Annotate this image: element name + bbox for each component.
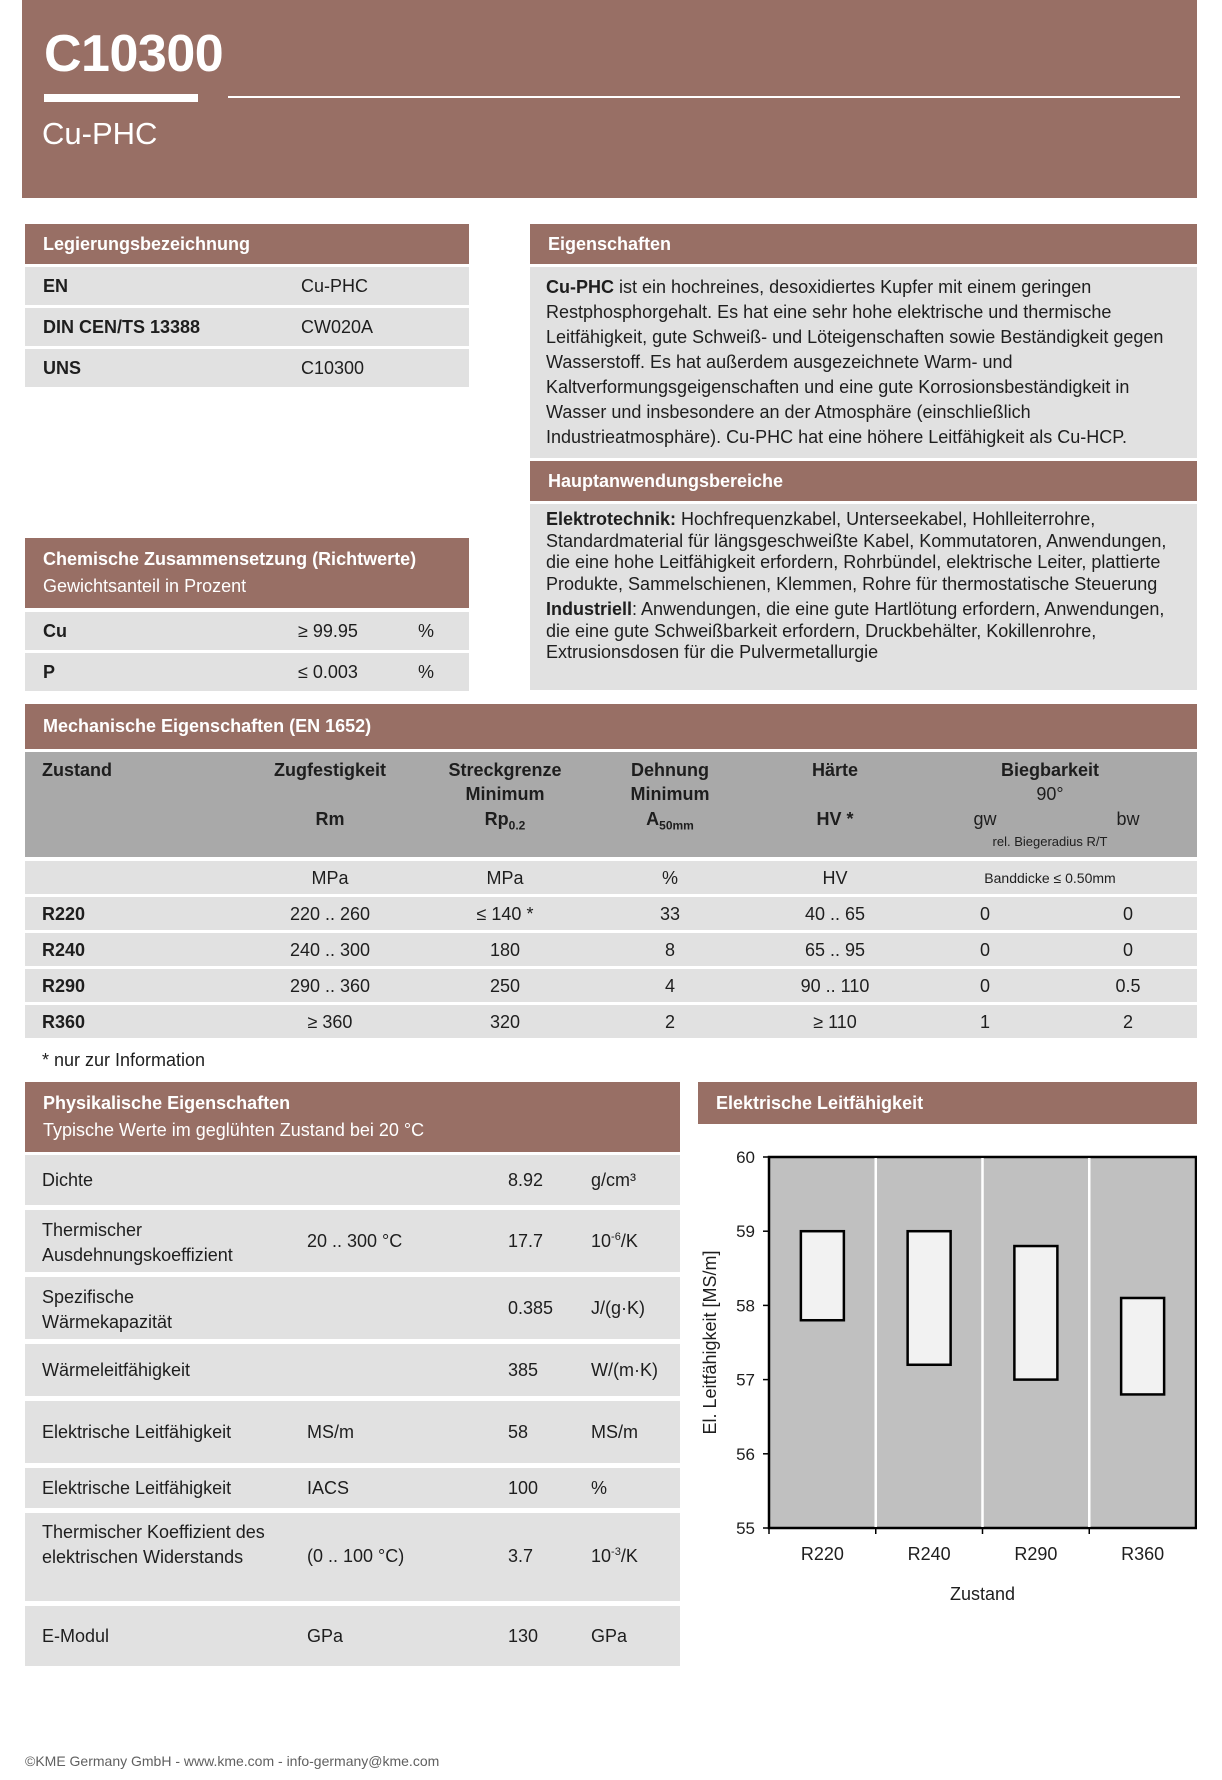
alloy-label: EN bbox=[43, 275, 69, 296]
physical-unit: $10^{-3}/K$ bbox=[591, 1546, 638, 1566]
physical-row bbox=[25, 1155, 680, 1205]
unit-streck: MPa bbox=[486, 868, 524, 888]
row-bw: 2 bbox=[1122, 1012, 1133, 1032]
table-row bbox=[25, 897, 1197, 930]
application-body: : Anwendungen, die eine gute Hartlötung erfordern, Anwendungen, die eine gute Schweißbarkeit erfordern, Druckbehälter, Kokillenrohre, Extrusionsdosen für die Pulvermetallurgie bbox=[546, 599, 1165, 662]
physical-condition: IACS bbox=[307, 1478, 350, 1498]
col-streckgrenze-min: Minimum bbox=[465, 784, 545, 804]
physical-name: Wärmeleitfähigkeit bbox=[42, 1360, 191, 1380]
col-bw: bw bbox=[1116, 809, 1140, 829]
unit-haerte: HV bbox=[822, 868, 848, 888]
y-tick-label: 55 bbox=[736, 1519, 755, 1538]
row-bw: 0 bbox=[1122, 904, 1133, 924]
physical-value: 8.92 bbox=[508, 1170, 544, 1190]
chemical-heading bbox=[25, 538, 469, 608]
y-tick-label: 59 bbox=[736, 1222, 755, 1242]
chemical-subtitle: Gewichtsanteil in Prozent bbox=[43, 576, 247, 596]
row-hv: 40 .. 65 bbox=[804, 904, 866, 924]
alloy-label: DIN CEN/TS 13388 bbox=[43, 316, 201, 337]
physical-value: 100 bbox=[508, 1478, 539, 1498]
chemical-value: ≤ 0.003 bbox=[298, 661, 358, 682]
chemical-element: P bbox=[43, 661, 56, 682]
conductivity-chart-heading: Elektrische Leitfähigkeit bbox=[698, 1082, 1197, 1124]
col-zustand: Zustand bbox=[42, 760, 112, 780]
physical-unit: % bbox=[591, 1478, 608, 1498]
col-zugfestigkeit: Zugfestigkeit bbox=[273, 760, 386, 780]
physical-unit: g/cm³ bbox=[591, 1170, 636, 1190]
range-bar bbox=[1014, 1246, 1057, 1380]
physical-unit: GPa bbox=[591, 1626, 628, 1646]
col-streckgrenze-symbol: $Rp_{0.2}$ bbox=[484, 809, 526, 833]
footer: ©KME Germany GmbH - www.kme.com - info-germany@kme.com bbox=[25, 1753, 440, 1769]
table-row bbox=[25, 933, 1197, 966]
alloy-value: C10300 bbox=[301, 357, 365, 378]
physical-value: 17.7 bbox=[508, 1231, 544, 1251]
col-dehnung-min: Minimum bbox=[630, 784, 710, 804]
y-tick-label: 57 bbox=[736, 1370, 755, 1390]
range-bar bbox=[1121, 1298, 1164, 1394]
y-tick-label: 60 bbox=[736, 1148, 755, 1167]
physical-condition: (0 .. 100 °C) bbox=[307, 1546, 405, 1566]
physical-condition: MS/m bbox=[307, 1422, 354, 1442]
row-rp: 320 bbox=[489, 1012, 521, 1032]
row-a: 4 bbox=[664, 976, 675, 996]
x-tick-label: R220 bbox=[800, 1544, 844, 1564]
col-dehnung-symbol: $A_{50mm}$ bbox=[646, 809, 694, 833]
row-hv: ≥ 110 bbox=[813, 1012, 857, 1032]
chemical-row bbox=[25, 612, 469, 650]
mechanical-table-header bbox=[25, 752, 1197, 857]
x-tick-label: R240 bbox=[907, 1544, 951, 1564]
col-biegbarkeit-angle: 90° bbox=[1036, 784, 1064, 804]
mechanical-unit-row bbox=[25, 861, 1197, 894]
row-zustand: R240 bbox=[42, 940, 86, 960]
row-gw: 1 bbox=[979, 1012, 990, 1032]
col-gw: gw bbox=[973, 809, 997, 829]
physical-row bbox=[25, 1401, 680, 1463]
chemical-unit: % bbox=[418, 620, 435, 641]
x-tick-label: R290 bbox=[1014, 1544, 1058, 1564]
physical-value: 385 bbox=[508, 1360, 539, 1380]
row-rp: 250 bbox=[489, 976, 521, 996]
row-rm: 220 .. 260 bbox=[289, 904, 371, 924]
physical-row bbox=[25, 1344, 680, 1396]
row-a: 8 bbox=[664, 940, 675, 960]
chemical-value: ≥ 99.95 bbox=[298, 620, 358, 641]
physical-name: E-Modul bbox=[42, 1626, 110, 1646]
physical-name: Thermischer Koeffizient des elektrischen Widerstands bbox=[42, 1522, 265, 1567]
row-gw: 0 bbox=[979, 976, 990, 996]
alloy-row bbox=[25, 308, 469, 346]
physical-unit: J/(g·K) bbox=[591, 1298, 645, 1318]
row-gw: 0 bbox=[979, 904, 990, 924]
col-haerte: Härte bbox=[811, 760, 859, 780]
alloy-designation-heading: Legierungsbezeichnung bbox=[25, 224, 469, 264]
physical-row bbox=[25, 1468, 680, 1508]
col-biegeradius: rel. Biegeradius R/T bbox=[992, 834, 1108, 849]
properties-heading: Eigenschaften bbox=[530, 224, 1197, 264]
physical-name: Spezifische Wärmekapazität bbox=[42, 1287, 173, 1332]
col-haerte-symbol: HV * bbox=[816, 809, 854, 829]
row-rp: 180 bbox=[489, 940, 521, 960]
physical-unit: $10^{-6}/K$ bbox=[591, 1231, 638, 1251]
physical-row bbox=[25, 1277, 680, 1339]
physical-value: 58 bbox=[508, 1422, 529, 1442]
chemical-unit: % bbox=[418, 661, 435, 682]
row-a: 33 bbox=[659, 904, 681, 924]
x-axis-label: Zustand bbox=[949, 1584, 1016, 1604]
unit-biege: Banddicke ≤ 0.50mm bbox=[984, 870, 1116, 886]
title-rule bbox=[228, 96, 1180, 98]
physical-heading bbox=[25, 1082, 680, 1152]
row-zustand: R290 bbox=[42, 976, 86, 996]
properties-body: ist ein hochreines, desoxidiertes Kupfer mit einem geringen Restphosphorgehalt. Es hat eine sehr hohe elektrische und thermische Leitfähigkeit, gute Schweiß- und Löteigenschaften sowie Beständigkeit gegen Wasserstoff. Es hat außerdem ausgezeichnete Warm- und Kaltverformungsgeigenschaften und eine gute Korrosionsbeständigkeit in Wasser und insbesondere an der Atmosphäre (einschließlich Industrieatmosphäre). Cu-PHC hat eine höhere Leitfähigkeit als Cu-HCP. bbox=[546, 277, 1164, 447]
chart-svg bbox=[698, 1121, 1197, 1611]
col-streckgrenze: Streckgrenze bbox=[448, 760, 562, 780]
row-rm: 290 .. 360 bbox=[289, 976, 371, 996]
properties-text bbox=[530, 267, 1197, 458]
y-tick-label: 58 bbox=[736, 1296, 755, 1316]
physical-name: Elektrische Leitfähigkeit bbox=[42, 1478, 232, 1498]
col-dehnung: Dehnung bbox=[631, 760, 709, 780]
physical-unit: MS/m bbox=[591, 1422, 638, 1442]
row-bw: 0 bbox=[1122, 940, 1133, 960]
chemical-title: Chemische Zusammensetzung (Richtwerte) bbox=[43, 549, 417, 569]
row-zustand: R220 bbox=[42, 904, 86, 924]
physical-subtitle: Typische Werte im geglühten Zustand bei 20 °C bbox=[43, 1120, 425, 1140]
physical-name: Dichte bbox=[42, 1170, 94, 1190]
application-lead: Industriell bbox=[546, 599, 633, 619]
physical-value: 0.385 bbox=[508, 1298, 554, 1318]
row-zustand: R360 bbox=[42, 1012, 86, 1032]
applications-text bbox=[530, 504, 1197, 690]
y-axis-label: El. Leitfähigkeit [MS/m] bbox=[700, 1250, 720, 1435]
application-item bbox=[546, 599, 1181, 664]
alloy-row bbox=[25, 267, 469, 305]
title-underline bbox=[44, 94, 198, 102]
alloy-label: UNS bbox=[43, 357, 82, 378]
col-biegbarkeit: Biegbarkeit bbox=[1000, 760, 1100, 780]
alloy-value: Cu-PHC bbox=[301, 275, 369, 296]
unit-dehn: % bbox=[661, 868, 678, 888]
chemical-row bbox=[25, 653, 469, 691]
physical-row bbox=[25, 1606, 680, 1666]
applications-heading: Hauptanwendungsbereiche bbox=[530, 461, 1197, 501]
y-tick-label: 56 bbox=[736, 1444, 755, 1464]
range-bar bbox=[801, 1231, 844, 1320]
row-rm: 240 .. 300 bbox=[289, 940, 371, 960]
physical-name: Elektrische Leitfähigkeit bbox=[42, 1422, 232, 1442]
row-a: 2 bbox=[664, 1012, 675, 1032]
properties-lead: Cu-PHC bbox=[546, 277, 614, 297]
conductivity-chart bbox=[698, 1121, 1197, 1611]
application-body: Hochfrequenzkabel, Unterseekabel, Hohlleiterrohre, Standardmaterial für längsgeschweißte Kabel, Kommutatoren, Anwendungen, die eine hohe Leitfähigkeit erfordern, Rohrbündel, elektrische Leiter, plattierte Produkte, Sammelschienen, Klemmen, Rohre für thermostatische Steuerung bbox=[546, 509, 1167, 594]
mechanical-heading: Mechanische Eigenschaften (EN 1652) bbox=[25, 704, 1197, 749]
col-zugfestigkeit-symbol: Rm bbox=[315, 809, 345, 829]
alloy-value: CW020A bbox=[301, 316, 374, 337]
row-rp: ≤ 140 * bbox=[476, 904, 534, 924]
physical-row bbox=[25, 1513, 680, 1601]
mechanical-note: * nur zur Information bbox=[42, 1050, 206, 1070]
physical-condition: 20 .. 300 °C bbox=[307, 1231, 403, 1251]
page-subtitle: Cu-PHC bbox=[42, 116, 158, 151]
unit-zug: MPa bbox=[311, 868, 349, 888]
application-lead: Elektrotechnik: bbox=[546, 509, 677, 529]
physical-title: Physikalische Eigenschaften bbox=[43, 1093, 291, 1113]
alloy-row bbox=[25, 349, 469, 387]
table-row bbox=[25, 969, 1197, 1002]
physical-condition: GPa bbox=[307, 1626, 344, 1646]
row-bw: 0.5 bbox=[1115, 976, 1141, 996]
range-bar bbox=[908, 1231, 951, 1365]
row-hv: 90 .. 110 bbox=[800, 976, 870, 996]
x-tick-label: R360 bbox=[1121, 1544, 1165, 1564]
physical-unit: W/(m·K) bbox=[591, 1360, 658, 1380]
row-hv: 65 .. 95 bbox=[804, 940, 866, 960]
page-title: C10300 bbox=[44, 25, 224, 83]
row-rm: ≥ 360 bbox=[307, 1012, 353, 1032]
table-row bbox=[25, 1005, 1197, 1038]
physical-row bbox=[25, 1210, 680, 1272]
title-banner bbox=[22, 0, 1197, 198]
row-gw: 0 bbox=[979, 940, 990, 960]
physical-value: 130 bbox=[508, 1626, 539, 1646]
application-item bbox=[546, 509, 1181, 595]
physical-value: 3.7 bbox=[508, 1546, 534, 1566]
chemical-element: Cu bbox=[43, 620, 67, 641]
physical-name: Thermischer Ausdehnungskoeffizient bbox=[42, 1220, 233, 1265]
